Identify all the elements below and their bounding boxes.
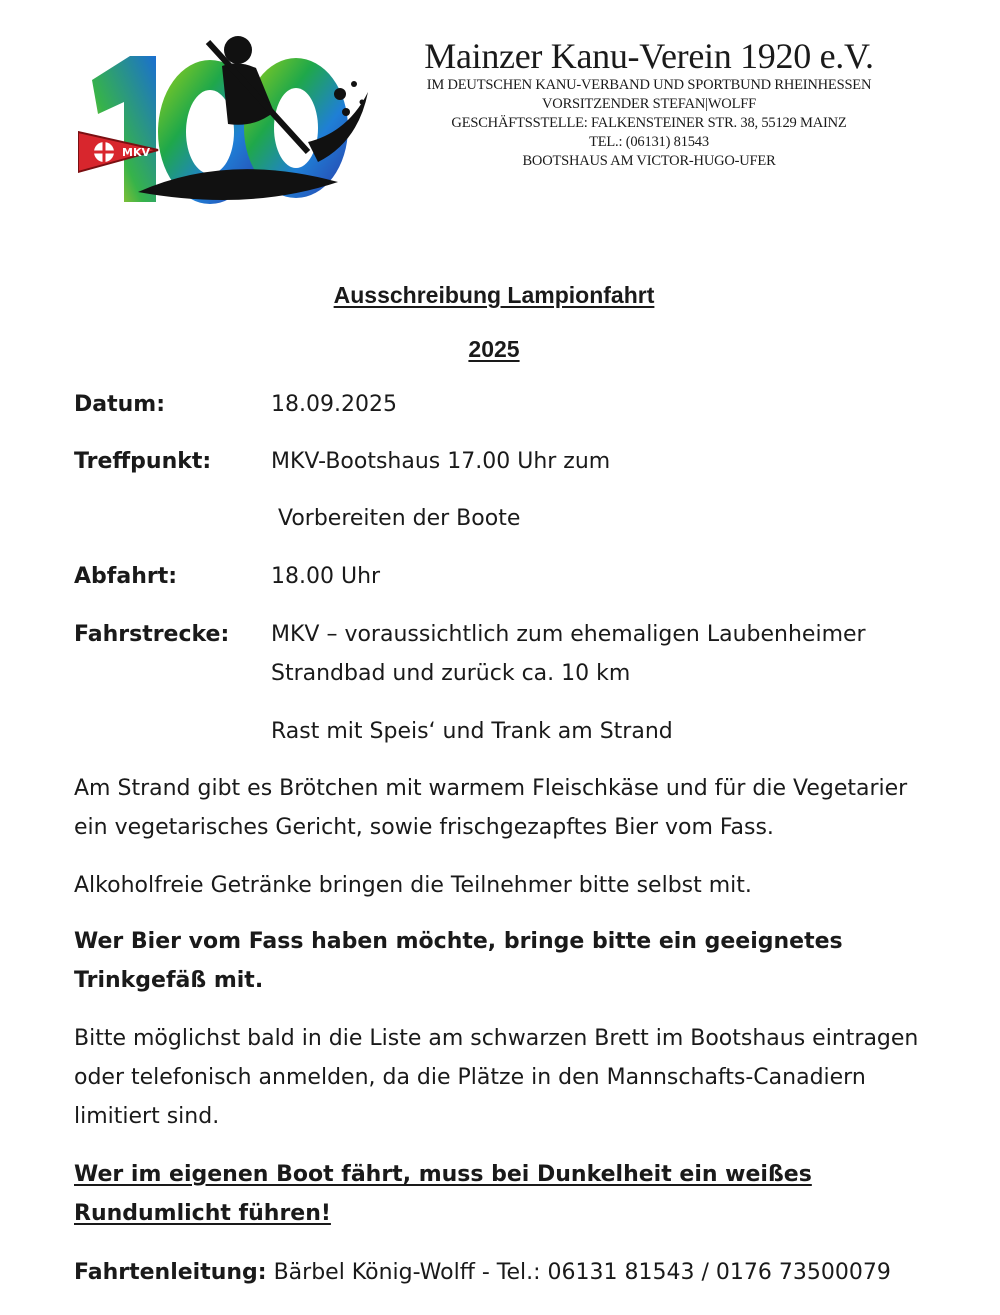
letterhead-line-phone: TEL.: (06131) 81543 bbox=[589, 134, 709, 150]
letterhead-line-chairman: VORSITZENDER STEFAN|WOLFF bbox=[542, 96, 756, 112]
treffpunkt-value: MKV-Bootshaus 17.00 Uhr zum bbox=[271, 449, 611, 474]
paragraph-getraenke: Alkoholfreie Getränke bringen die Teilnehmer bitte selbst mit. bbox=[74, 873, 752, 898]
letterhead bbox=[385, 36, 913, 171]
letterhead-line-office: GESCHÄFTSSTELLE: FALKENSTEINER STR. 38, 55129 MAINZ bbox=[451, 115, 847, 131]
paragraph-liste: Bitte möglichst bald in die Liste am schwarzen Brett im Bootshaus eintragen oder telefonisch anmelden, da die Plätze in den Mannschafts-Canadiern limitiert sind. bbox=[74, 1026, 919, 1129]
logo-text: MKV bbox=[122, 146, 150, 159]
fahrstrecke-value-cont: Strandbad und zurück ca. 10 km bbox=[271, 661, 631, 686]
abfahrt-label: Abfahrt: bbox=[74, 564, 178, 589]
datum-label: Datum: bbox=[74, 392, 166, 417]
fahrstrecke-label: Fahrstrecke: bbox=[74, 622, 230, 647]
datum-value: 18.09.2025 bbox=[271, 392, 397, 417]
fahrstrecke-value: MKV – voraussichtlich zum ehemaligen Laubenheimer bbox=[271, 622, 866, 647]
fahrtenleitung-value: Bärbel König-Wolff - Tel.: 06131 81543 / 0176 73500079 bbox=[266, 1260, 891, 1285]
paragraph-rundumlicht: Wer im eigenen Boot fährt, muss bei Dunkelheit ein weißes Rundumlicht führen! bbox=[74, 1162, 812, 1226]
document-year: 2025 bbox=[468, 336, 520, 362]
paragraph-bier: Wer Bier vom Fass haben möchte, bringe bitte ein geeignetes Trinkgefäß mit. bbox=[74, 929, 843, 993]
paragraph-strand: Am Strand gibt es Brötchen mit warmem Fleischkäse und für die Vegetarier ein vegetarisches Gericht, sowie frischgezapftes Bier vom Fass. bbox=[74, 776, 908, 840]
letterhead-line-boathouse: BOOTSHAUS AM VICTOR-HUGO-UFER bbox=[522, 153, 776, 169]
treffpunkt-label: Treffpunkt: bbox=[74, 449, 212, 474]
club-logo bbox=[78, 32, 370, 212]
rast-value: Rast mit Speis‘ und Trank am Strand bbox=[271, 719, 673, 744]
letterhead-line-federation: IM DEUTSCHEN KANU-VERBAND UND SPORTBUND RHEINHESSEN bbox=[426, 77, 872, 93]
document-title: Ausschreibung Lampionfahrt bbox=[333, 282, 655, 308]
abfahrt-value: 18.00 Uhr bbox=[271, 564, 381, 589]
fahrtenleitung bbox=[74, 1253, 934, 1292]
treffpunkt-value-cont: Vorbereiten der Boote bbox=[271, 506, 521, 531]
fahrtenleitung-label: Fahrtenleitung: bbox=[74, 1260, 267, 1285]
club-name: Mainzer Kanu-Verein 1920 e.V. bbox=[424, 36, 874, 76]
